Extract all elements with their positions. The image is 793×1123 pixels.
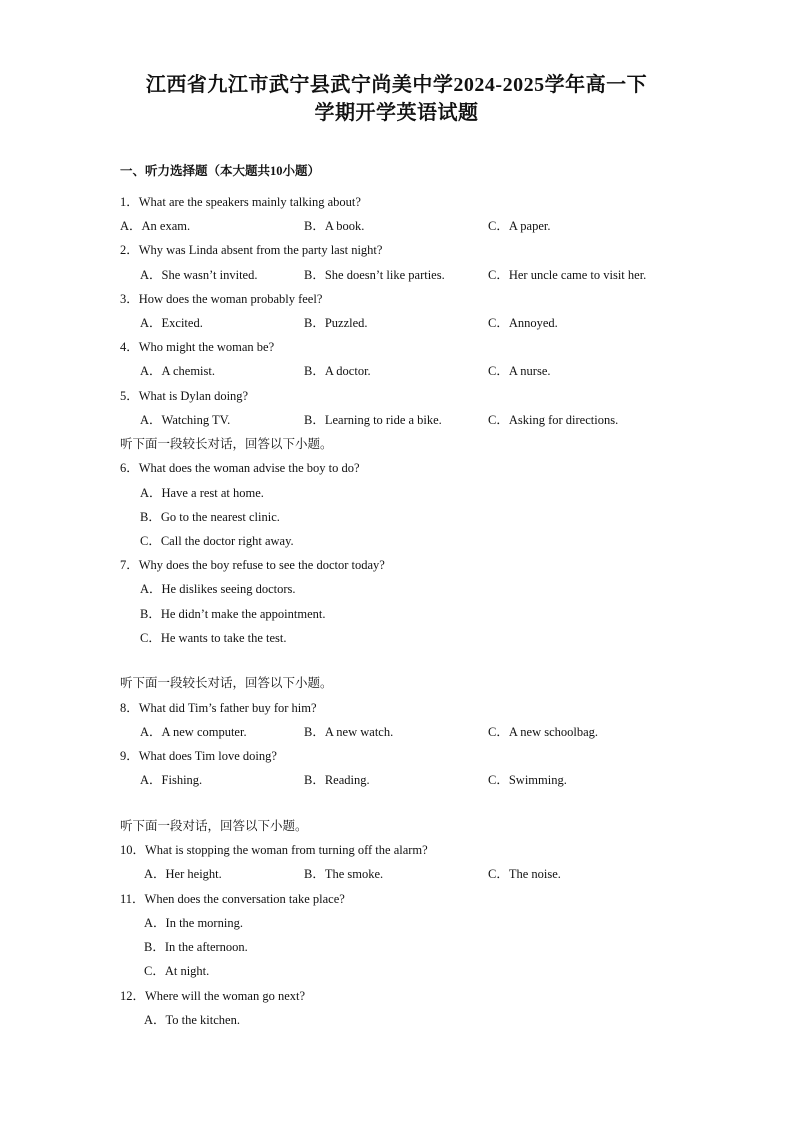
- question-10-stem: 10．What is stopping the woman from turning off the alarm?: [120, 843, 428, 857]
- question-1-option-b: B．A book.: [304, 219, 365, 233]
- question-2-option-c: C．Her uncle came to visit her.: [488, 268, 647, 282]
- question-9-option-a: A．Fishing.: [140, 773, 203, 787]
- question-3-stem: 3．How does the woman probably feel?: [120, 292, 323, 306]
- question-7-option-a: A．He dislikes seeing doctors.: [140, 582, 296, 596]
- question-12-stem: 12．Where will the woman go next?: [120, 989, 306, 1003]
- question-7-option-b: B．He didn’t make the appointment.: [140, 607, 326, 621]
- question-11-option-c: C．At night.: [144, 964, 210, 978]
- question-2-option-a: A．She wasn’t invited.: [140, 268, 258, 282]
- question-4-option-b: B．A doctor.: [304, 364, 371, 378]
- question-3-option-a: A．Excited.: [140, 316, 203, 330]
- question-6-stem: 6．What does the woman advise the boy to do?: [120, 461, 360, 475]
- question-5-stem: 5．What is Dylan doing?: [120, 389, 249, 403]
- question-1-option-c: C．A paper.: [488, 219, 551, 233]
- question-1-option-a: A．An exam.: [120, 219, 191, 233]
- question-12-option-a: A．To the kitchen.: [144, 1013, 240, 1027]
- question-11-option-b: B．In the afternoon.: [144, 940, 248, 954]
- instruction-long-dialog-1: 听下面一段较长对话，回答以下小题。: [120, 437, 333, 451]
- question-11-stem: 11．When does the conversation take place?: [120, 892, 345, 906]
- question-8-stem: 8．What did Tim’s father buy for him?: [120, 701, 317, 715]
- page-title-line-1: 江西省九江市武宁县武宁尚美中学2024-2025学年高一下: [145, 74, 648, 96]
- question-7-option-c: C．He wants to take the test.: [140, 631, 287, 645]
- question-4-option-c: C．A nurse.: [488, 364, 551, 378]
- instruction-long-dialog-2: 听下面一段较长对话，回答以下小题。: [120, 676, 333, 690]
- question-3-option-b: B．Puzzled.: [304, 316, 368, 330]
- question-2-stem: 2．Why was Linda absent from the party last night?: [120, 243, 383, 257]
- question-4-option-a: A．A chemist.: [140, 364, 215, 378]
- question-10-option-b: B．The smoke.: [304, 867, 384, 881]
- question-9-option-c: C．Swimming.: [488, 773, 567, 787]
- question-9-stem: 9．What does Tim love doing?: [120, 749, 277, 763]
- question-8-option-b: B．A new watch.: [304, 725, 394, 739]
- page-title-line-2: 学期开学英语试题: [314, 102, 479, 124]
- question-6-option-c: C．Call the doctor right away.: [140, 534, 294, 548]
- question-1-stem: 1．What are the speakers mainly talking about?: [120, 195, 361, 209]
- question-5-option-b: B．Learning to ride a bike.: [304, 413, 442, 427]
- question-8-option-c: C．A new schoolbag.: [488, 725, 599, 739]
- question-6-option-b: B．Go to the nearest clinic.: [140, 510, 280, 524]
- question-2-option-b: B．She doesn’t like parties.: [304, 268, 445, 282]
- question-8-option-a: A．A new computer.: [140, 725, 247, 739]
- question-4-stem: 4．Who might the woman be?: [120, 340, 275, 354]
- section-heading: 一、听力选择题（本大题共10小题）: [120, 164, 321, 178]
- question-3-option-c: C．Annoyed.: [488, 316, 558, 330]
- question-9-option-b: B．Reading.: [304, 773, 370, 787]
- instruction-dialog-3: 听下面一段对话，回答以下小题。: [120, 819, 308, 833]
- question-5-option-a: A．Watching TV.: [140, 413, 231, 427]
- question-11-option-a: A．In the morning.: [144, 916, 243, 930]
- question-5-option-c: C．Asking for directions.: [488, 413, 619, 427]
- question-10-option-a: A．Her height.: [144, 867, 222, 881]
- question-10-option-c: C．The noise.: [488, 867, 561, 881]
- question-7-stem: 7．Why does the boy refuse to see the doctor today?: [120, 558, 385, 572]
- question-6-option-a: A．Have a rest at home.: [140, 486, 264, 500]
